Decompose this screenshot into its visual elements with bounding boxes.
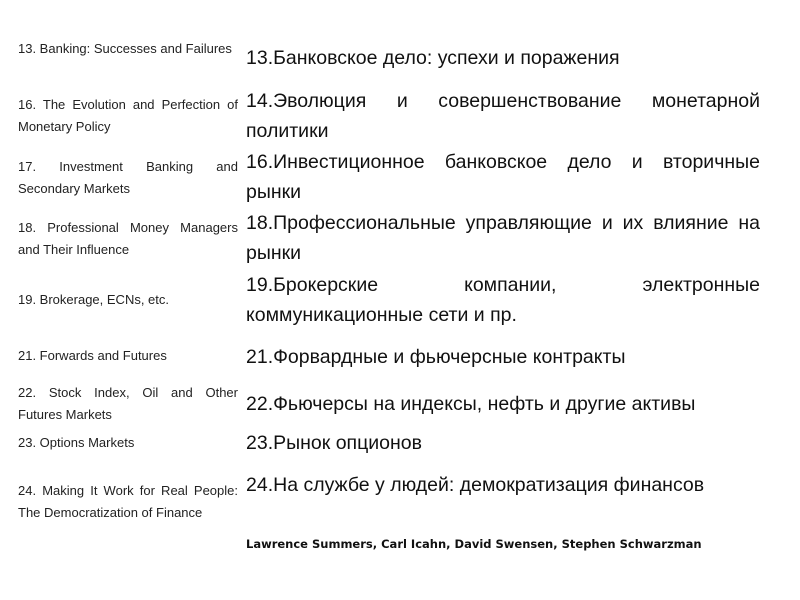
english-title-23: 23. Options Markets bbox=[18, 435, 135, 450]
russian-title-13: 13.Банковское дело: успехи и поражения bbox=[246, 47, 620, 69]
russian-title-24: 24.На службе у людей: демократизация финансов bbox=[246, 474, 705, 496]
russian-title-18: 18.Профессиональные управляющие и их влияние на рынки bbox=[246, 212, 760, 264]
russian-title-22: 22.Фьючерсы на индексы, нефть и другие активы bbox=[246, 393, 696, 415]
russian-title-23: 23.Рынок опционов bbox=[246, 432, 422, 454]
russian-title-19: 19.Брокерские компании, электронные коммуникационные сети и пр. bbox=[246, 274, 760, 326]
english-title-19: 19. Brokerage, ECNs, etc. bbox=[18, 292, 170, 307]
english-title-18: 18. Professional Money Managers and Their Influence bbox=[18, 220, 238, 257]
russian-title-16: 16.Инвестиционное банковское дело и вторичные рынки bbox=[246, 151, 760, 203]
russian-title-21: 21.Форвардные и фьючерсные контракты bbox=[246, 346, 626, 368]
english-title-24: 24. Making It Work for Real People: The Democratization of Finance bbox=[18, 483, 238, 520]
english-title-21: 21. Forwards and Futures bbox=[18, 348, 167, 363]
english-title-16: 16. The Evolution and Perfection of Monetary Policy bbox=[18, 97, 238, 134]
russian-title-14: 14.Эволюция и совершенствование монетарной политики bbox=[246, 90, 760, 142]
people-names-footer: Lawrence Summers, Carl Icahn, David Swensen, Stephen Schwarzman bbox=[246, 537, 702, 551]
english-title-22: 22. Stock Index, Oil and Other Futures Markets bbox=[18, 385, 238, 422]
english-title-17: 17. Investment Banking and Secondary Markets bbox=[18, 159, 238, 196]
english-title-13: 13. Banking: Successes and Failures bbox=[18, 41, 232, 56]
